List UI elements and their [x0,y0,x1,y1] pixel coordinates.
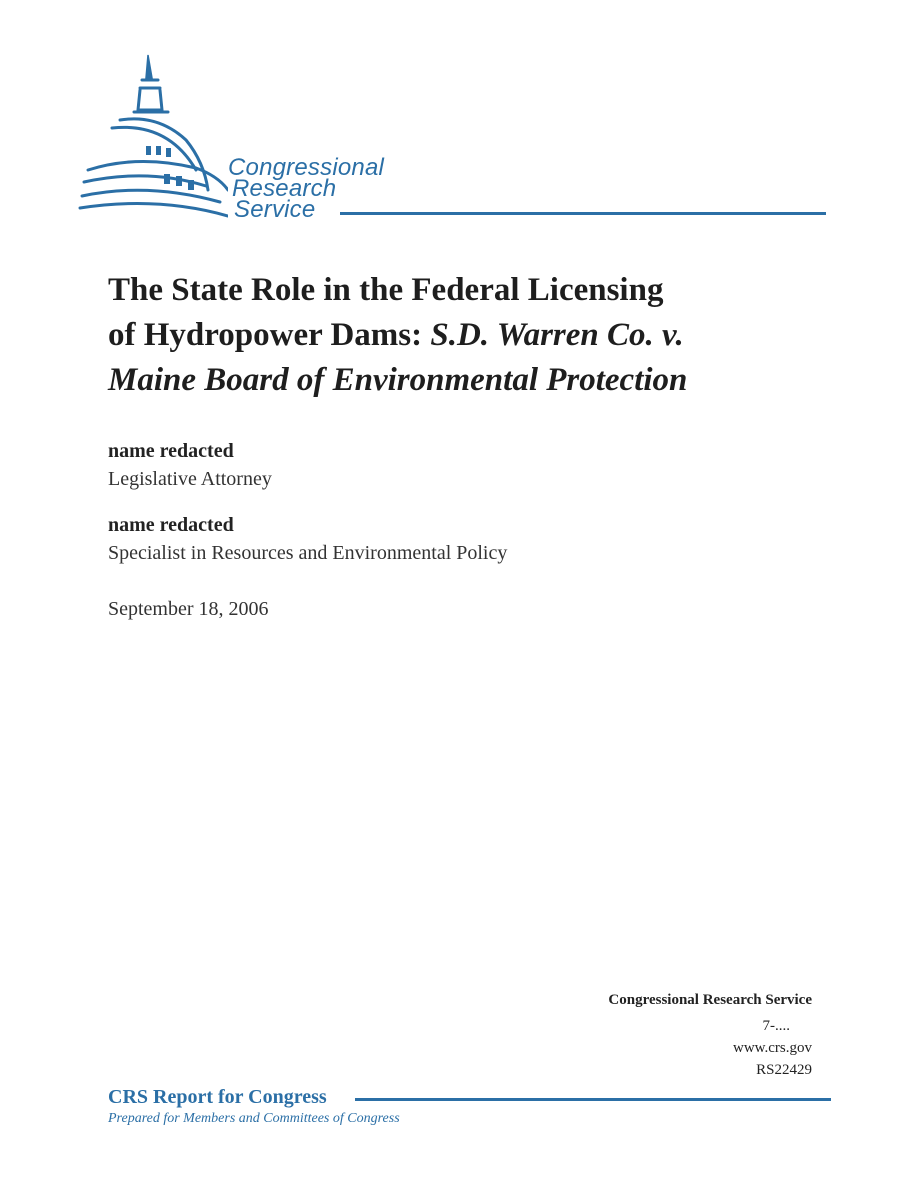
series-title: CRS Report for Congress [108,1086,327,1108]
author-2-role: Specialist in Resources and Environmental Policy [108,542,508,564]
author-2-name: name redacted [108,514,234,536]
author-1-name: name redacted [108,440,234,462]
title-line-2 [108,313,808,358]
series-subtitle: Prepared for Members and Committees of Congress [108,1111,400,1126]
footer-url[interactable]: www.crs.gov [732,1040,812,1056]
report-title [108,268,808,403]
footer-org: Congressional Research Service [608,992,812,1008]
report-date: September 18, 2006 [108,598,269,620]
logo-rule [340,212,826,215]
footer-report-id: RS22429 [756,1062,812,1078]
title-line-2-italic: S.D. Warren Co. v. [430,317,684,353]
footer-code: 7-.... [762,1018,790,1034]
title-line-1: The State Role in the Federal Licensing [108,272,664,308]
capitol-dome-icon [78,50,228,225]
series-rule [355,1098,831,1101]
title-line-2-plain: of Hydropower Dams: [108,317,431,353]
logo-text-research: Research [232,175,337,202]
logo-text-congressional: Congressional [228,154,385,181]
author-1-role: Legislative Attorney [108,468,272,490]
title-line-3: Maine Board of Environmental Protection [108,362,688,398]
crs-logo [78,50,838,230]
logo-text-service: Service [234,196,316,223]
